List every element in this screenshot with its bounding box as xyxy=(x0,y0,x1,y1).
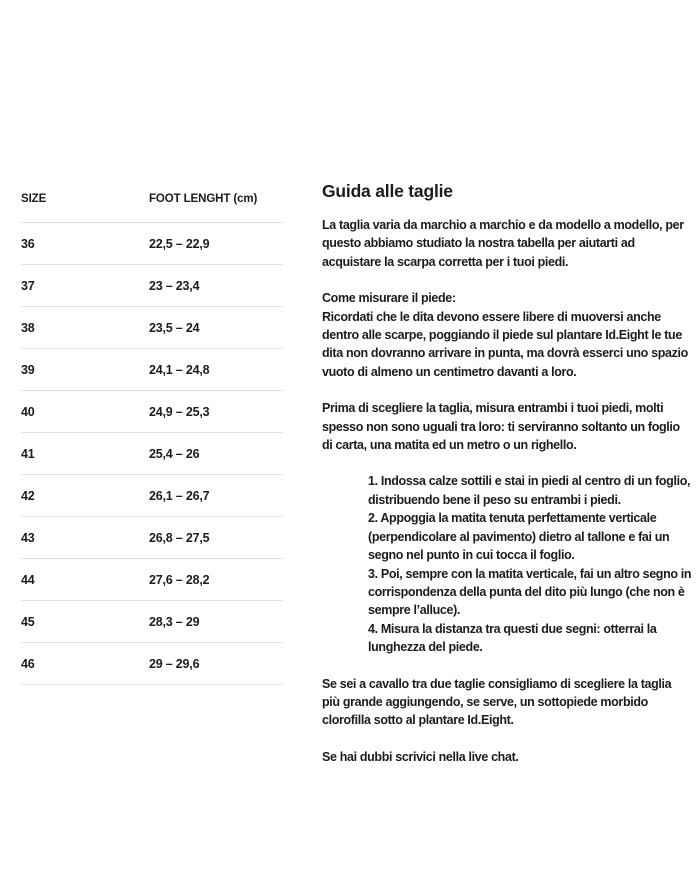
measurement-step: 1. Indossa calze sottili e stai in piedi al centro di un foglio, distribuendo bene il peso su entrambi i piedi. xyxy=(368,474,691,507)
foot-length-cell: 28,3 – 29 xyxy=(149,614,200,629)
measure-body: Ricordati che le dita devono essere libere di muoversi anche dentro alle scarpe, poggiando il piede sul plantare Id.Eight le tue dita non dovranno arrivare in punta, ma dovrà esserci uno spazio vuoto di almeno un centimetro davanti a loro. xyxy=(322,309,688,379)
foot-length-cell: 26,1 – 26,7 xyxy=(149,488,210,503)
size-table-row xyxy=(21,433,283,475)
foot-length-cell: 24,1 – 24,8 xyxy=(149,362,210,377)
measurement-steps xyxy=(322,472,692,656)
size-column-header: SIZE xyxy=(21,193,47,205)
size-table-row xyxy=(21,265,283,307)
size-table-row xyxy=(21,559,283,601)
size-cell: 37 xyxy=(21,278,35,293)
half-size-advice-paragraph: Se sei a cavallo tra due taglie consigliamo di scegliere la taglia più grande aggiungendo, se serve, un sottopiede morbido clorofilla sotto al plantare Id.Eight. xyxy=(322,676,672,728)
live-chat-paragraph: Se hai dubbi scrivici nella live chat. xyxy=(322,749,519,764)
foot-length-cell: 24,9 – 25,3 xyxy=(149,404,210,419)
measurement-step: 2. Appoggia la matita tenuta perfettamente verticale (perpendicolare al pavimento) dietro al tallone e fai un segno nel punto in cui tocca il foglio. xyxy=(368,511,670,563)
size-cell: 45 xyxy=(21,614,35,629)
size-table xyxy=(21,188,283,685)
size-table-row xyxy=(21,601,283,643)
foot-length-cell: 23,5 – 24 xyxy=(149,320,200,335)
size-table-row xyxy=(21,643,283,685)
foot-length-cell: 23 – 23,4 xyxy=(149,278,200,293)
foot-length-cell: 25,4 – 26 xyxy=(149,446,200,461)
size-cell: 41 xyxy=(21,446,35,461)
size-cell: 42 xyxy=(21,488,35,503)
size-cell: 40 xyxy=(21,404,35,419)
measure-heading: Come misurare il piede: xyxy=(322,291,456,306)
page-title: Guida alle taglie xyxy=(322,181,453,201)
size-cell: 39 xyxy=(21,362,35,377)
size-cell: 38 xyxy=(21,320,35,335)
size-table-row xyxy=(21,223,283,265)
measure-paragraph xyxy=(322,289,692,381)
size-cell: 43 xyxy=(21,530,35,545)
foot-length-cell: 22,5 – 22,9 xyxy=(149,236,210,251)
foot-length-cell: 27,6 – 28,2 xyxy=(149,572,210,587)
foot-length-column-header: FOOT LENGHT (cm) xyxy=(149,193,258,205)
size-table-body xyxy=(21,223,283,685)
foot-length-cell: 26,8 – 27,5 xyxy=(149,530,210,545)
measurement-step: 3. Poi, sempre con la matita verticale, fai un altro segno in corrispondenza della punta del dito più lungo (che non è sempre l’alluce). xyxy=(368,566,692,618)
size-cell: 36 xyxy=(21,236,35,251)
measurement-step: 4. Misura la distanza tra questi due segni: otterrai la lunghezza del piede. xyxy=(368,621,657,655)
size-table-row xyxy=(21,307,283,349)
size-guide-text xyxy=(322,180,692,784)
intro-paragraph: La taglia varia da marchio a marchio e da modello a modello, per questo abbiamo studiato la nostra tabella per aiutarti ad acquistare la scarpa corretta per i tuoi piedi. xyxy=(322,218,684,269)
size-cell: 46 xyxy=(21,656,35,671)
size-cell: 44 xyxy=(21,572,35,587)
size-table-row xyxy=(21,349,283,391)
foot-length-cell: 29 – 29,6 xyxy=(149,656,200,671)
size-table-header-row xyxy=(21,188,283,223)
size-table-row xyxy=(21,517,283,559)
before-steps-paragraph: Prima di scegliere la taglia, misura entrambi i tuoi piedi, molti spesso non sono uguali tra loro: ti serviranno soltanto un foglio di carta, una matita ed un metro o un righello. xyxy=(322,401,680,453)
size-table-row xyxy=(21,475,283,517)
size-table-row xyxy=(21,391,283,433)
